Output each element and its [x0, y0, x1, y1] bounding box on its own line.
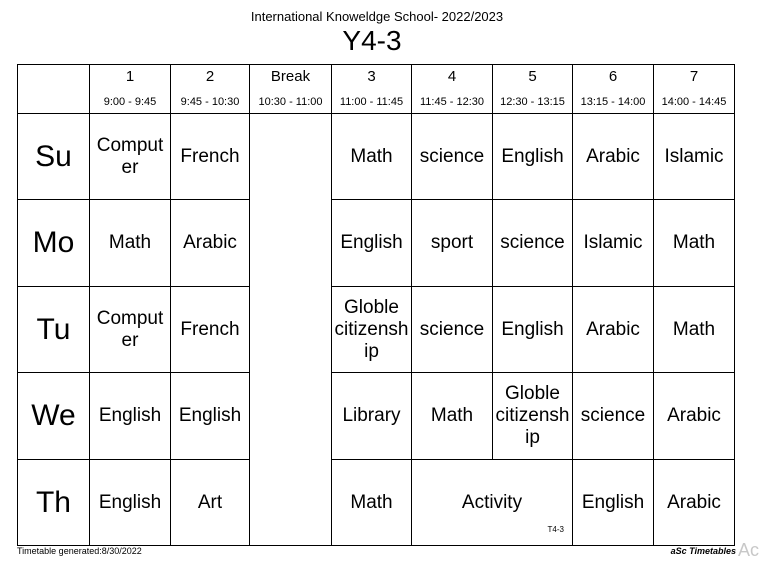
lesson-cell: Art	[171, 460, 250, 546]
day-label: Mo	[18, 200, 90, 287]
lesson-cell: Math	[332, 114, 412, 200]
lesson-cell: English	[171, 373, 250, 460]
brand-footer: aSc Timetables	[670, 546, 736, 556]
timetable-grid	[17, 64, 735, 546]
lesson-cell: Comput er	[90, 114, 171, 200]
period-header: 6 13:15 - 14:00	[573, 65, 654, 114]
day-label: Su	[18, 114, 90, 200]
lesson-cell: French	[171, 114, 250, 200]
lesson-cell: English	[493, 114, 573, 200]
day-row-su	[18, 114, 735, 200]
lesson-cell: science	[412, 114, 493, 200]
lesson-cell: science	[412, 287, 493, 373]
lesson-cell: English	[90, 460, 171, 546]
period-header: 3 11:00 - 11:45	[332, 65, 412, 114]
day-row-th	[18, 460, 735, 546]
activity-code: T4-3	[547, 525, 564, 534]
lesson-cell: Globle citizensh ip	[332, 287, 412, 373]
lesson-cell: Arabic	[171, 200, 250, 287]
activity-label: Activity	[461, 491, 523, 513]
lesson-cell: Math	[412, 373, 493, 460]
day-row-tu	[18, 287, 735, 373]
lesson-cell: English	[90, 373, 171, 460]
lesson-cell: Math	[654, 287, 735, 373]
lesson-cell: Comput er	[90, 287, 171, 373]
lesson-cell: science	[493, 200, 573, 287]
lesson-cell: Math	[90, 200, 171, 287]
header-row	[18, 65, 735, 114]
day-label: Tu	[18, 287, 90, 373]
lesson-cell: Arabic	[654, 460, 735, 546]
break-column	[250, 114, 332, 546]
lesson-cell: English	[573, 460, 654, 546]
generated-footer: Timetable generated:8/30/2022	[17, 546, 142, 556]
activation-watermark: Ac	[738, 540, 759, 560]
lesson-cell: Islamic	[573, 200, 654, 287]
lesson-cell: French	[171, 287, 250, 373]
lesson-cell: Arabic	[573, 287, 654, 373]
lesson-cell: science	[573, 373, 654, 460]
day-label: We	[18, 373, 90, 460]
school-title: International Knoweldge School- 2022/2023	[250, 9, 504, 24]
break-header: Break 10:30 - 11:00	[250, 65, 332, 114]
lesson-cell: Globle citizensh ip	[493, 373, 573, 460]
lesson-cell: English	[493, 287, 573, 373]
lesson-cell: Arabic	[573, 114, 654, 200]
period-header: 5 12:30 - 13:15	[493, 65, 573, 114]
activity-cell	[412, 460, 573, 546]
day-label: Th	[18, 460, 90, 546]
period-header: 7 14:00 - 14:45	[654, 65, 735, 114]
lesson-cell: Math	[332, 460, 412, 546]
lesson-cell: English	[332, 200, 412, 287]
day-row-mo	[18, 200, 735, 287]
lesson-cell: Math	[654, 200, 735, 287]
class-title: Y4-3	[342, 25, 402, 56]
corner-cell	[18, 65, 90, 114]
period-header: 4 11:45 - 12:30	[412, 65, 493, 114]
period-header: 2 9:45 - 10:30	[171, 65, 250, 114]
lesson-cell: sport	[412, 200, 493, 287]
period-header: 1 9:00 - 9:45	[90, 65, 171, 114]
lesson-cell: Arabic	[654, 373, 735, 460]
lesson-cell: Library	[332, 373, 412, 460]
lesson-cell: Islamic	[654, 114, 735, 200]
day-row-we	[18, 373, 735, 460]
